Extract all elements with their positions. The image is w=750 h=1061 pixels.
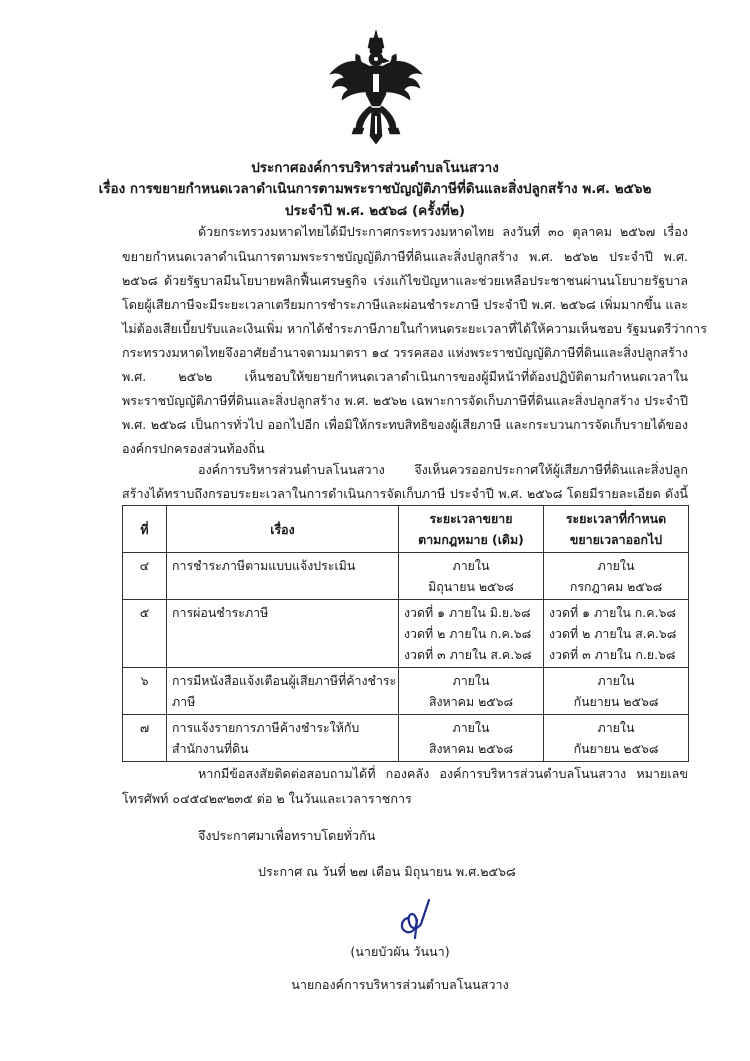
table-row: [123, 553, 689, 600]
row-old-period: ภายใน สิงหาคม ๒๕๖๘: [399, 668, 544, 715]
title-line-3: ประจำปี พ.ศ. ๒๕๖๘ (ครั้งที่๒): [284, 203, 466, 219]
handwritten-signature-icon: [395, 896, 435, 940]
para1-line-4: โดยผู้เสียภาษีจะมีระยะเวลาเตรียมการชำระภาษีและผ่อนชำระภาษี ประจำปี พ.ศ. ๒๕๖๘ เพิ่มมากขึ้น และ: [122, 297, 688, 312]
row-new-period: งวดที่ ๑ ภายใน ก.ค.๖๘ งวดที่ ๒ ภายใน ส.ค.๖๘ งวดที่ ๓ ภายใน ก.ย.๖๘: [544, 600, 689, 668]
contact-line-2: โทรศัพท์ ๐๔๕๔๒๙๒๓๕ ต่อ ๒ ในวันและเวลาราชการ: [122, 791, 412, 806]
header-no: ที่: [123, 506, 167, 553]
signer-name: (นายบัวผัน วันนา): [350, 944, 450, 959]
header-subject: เรื่อง: [167, 506, 399, 553]
row-new-period: ภายใน กันยายน ๒๕๖๘: [544, 668, 689, 715]
row-old-period: งวดที่ ๑ ภายใน มิ.ย.๖๘ งวดที่ ๒ ภายใน ก.ค.๖๘ งวดที่ ๓ ภายใน ส.ค.๖๘: [399, 600, 544, 668]
contact-line-1: หากมีข้อสงสัยติดต่อสอบถามได้ที่ กองคลัง องค์การบริหารส่วนตำบลโนนสวาง หมายเลข: [198, 766, 688, 781]
row-new-period: ภายใน กรกฎาคม ๒๕๖๘: [544, 553, 689, 600]
para1-line-3: ๒๕๖๘ ด้วยรัฐบาลมีนโยบายพลิกฟื้นเศรษฐกิจ เร่งแก้ไขปัญหาและช่วยเหลือประชาชนผ่านนโยบายรัฐบาล: [122, 273, 688, 288]
signer-position: นายกองค์การบริหารส่วนตำบลโนนสวาง: [291, 977, 509, 992]
garuda-emblem-icon: [326, 28, 426, 146]
table-header-row: [123, 506, 689, 553]
row-new-period: ภายใน กันยายน ๒๕๖๘: [544, 715, 689, 762]
para1-line-8: พระราชบัญญัติภาษีที่ดินและสิ่งปลูกสร้าง พ.ศ. ๒๕๖๒ เฉพาะการจัดเก็บภาษีที่ดินและสิ่งปลูกสร้าง ประจำปี: [122, 393, 688, 408]
header-new-period: ระยะเวลาที่กำหนด ขยายเวลาออกไป: [544, 506, 689, 553]
row-subject: การผ่อนชำระภาษี: [167, 600, 399, 668]
para1-line-6: กระทรวงมหาดไทยจึงอาศัยอำนาจตามมาตรา ๑๔ วรรคสอง แห่งพระราชบัญญัติภาษีที่ดินและสิ่งปลูกสร้าง: [122, 345, 689, 360]
header-old-period: ระยะเวลาขยาย ตามกฎหมาย (เดิม): [399, 506, 544, 553]
row-no: ๗: [123, 715, 167, 762]
row-subject: การชำระภาษีตามแบบแจ้งประเมิน: [167, 553, 399, 600]
row-no: ๖: [123, 668, 167, 715]
row-old-period: ภายใน สิงหาคม ๒๕๖๘: [399, 715, 544, 762]
para1-line-9: พ.ศ. ๒๕๖๘ เป็นการทั่วไป ออกไปอีก เพื่อมิให้กระทบสิทธิของผู้เสียภาษี และกระบวนการจัดเก็บรายได้ของ: [122, 417, 688, 432]
title-line-1: ประกาศองค์การบริหารส่วนตำบลโนนสวาง: [251, 160, 499, 176]
row-old-period: ภายใน มิถุนายน ๒๕๖๘: [399, 553, 544, 600]
para1-line-2: ขยายกำหนดเวลาดำเนินการตามพระราชบัญญัติภาษีที่ดินและสิ่งปลูกสร้าง พ.ศ. ๒๕๖๒ ประจำปี พ.ศ.: [122, 249, 688, 264]
closing-text: จึงประกาศมาเพื่อทราบโดยทั่วกัน: [198, 828, 376, 843]
para2-line-1: องค์การบริหารส่วนตำบลโนนสวาง จึงเห็นควรออกประกาศให้ผู้เสียภาษีที่ดินและสิ่งปลูก: [198, 462, 688, 477]
announce-date: ประกาศ ณ วันที่ ๒๗ เดือน มิถุนายน พ.ศ.๒๕๖๘: [258, 864, 516, 879]
row-subject: การแจ้งรายการภาษีค้างชำระให้กับ สำนักงานที่ดิน: [167, 715, 399, 762]
row-no: ๔: [123, 553, 167, 600]
title-line-2: เรื่อง การขยายกำหนดเวลาดำเนินการตามพระราชบัญญัติภาษีที่ดินและสิ่งปลูกสร้าง พ.ศ. ๒๕๖๒: [98, 181, 652, 197]
para1-line-1: ด้วยกระทรวงมหาดไทยได้มีประกาศกระทรวงมหาดไทย ลงวันที่ ๓๐ ตุลาคม ๒๕๖๗ เรื่อง: [198, 224, 688, 239]
schedule-table: [122, 505, 689, 762]
para2-line-2: สร้างได้ทราบถึงกรอบระยะเวลาในการดำเนินการจัดเก็บภาษี ประจำปี พ.ศ. ๒๕๖๘ โดยมีรายละเอียด ดังนี้: [122, 486, 688, 501]
para1-line-10: องค์กรปกครองส่วนท้องถิ่น: [122, 441, 265, 456]
row-subject: การมีหนังสือแจ้งเตือนผู้เสียภาษีที่ค้างชำระ ภาษี: [167, 668, 399, 715]
para1-line-5: ไม่ต้องเสียเบี้ยปรับและเงินเพิ่ม หากได้ชำระภาษีภายในกำหนดระยะเวลาที่ได้ให้ความเห็นชอบ รัฐมนตรีว่าการ: [122, 321, 707, 336]
row-no: ๕: [123, 600, 167, 668]
table-row: [123, 715, 689, 762]
para1-line-7: พ.ศ. ๒๕๖๒ เห็นชอบให้ขยายกำหนดเวลาดำเนินการของผู้มีหน้าที่ต้องปฏิบัติตามกำหนดเวลาใน: [122, 369, 688, 384]
table-row: [123, 668, 689, 715]
table-row: [123, 600, 689, 668]
